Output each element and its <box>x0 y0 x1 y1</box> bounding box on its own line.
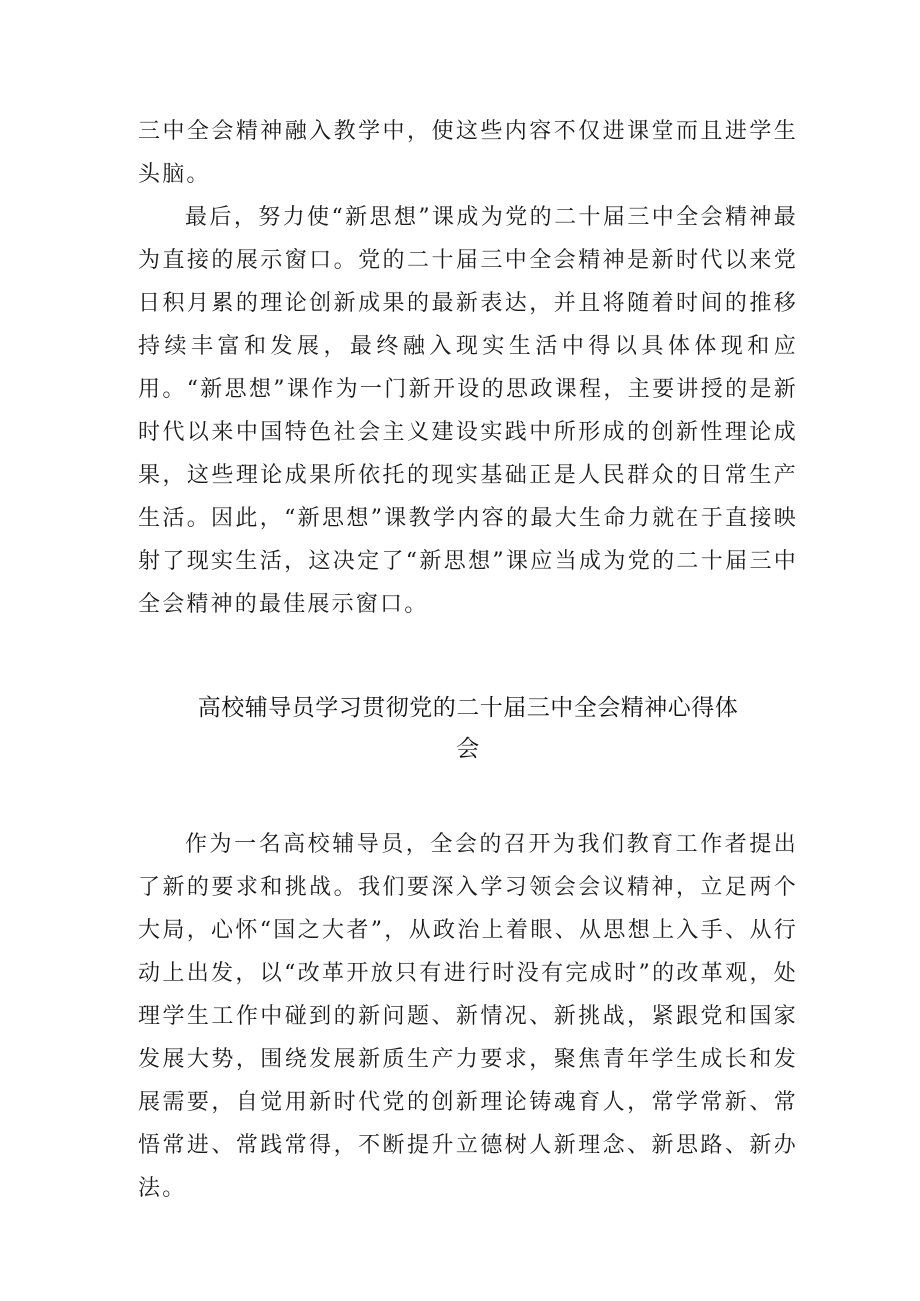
article-paragraph-1: 作为一名高校辅导员，全会的召开为我们教育工作者提出了新的要求和挑战。我们要深入学习领会会议精神，立足两个大局，心怀“国之大者”，从政治上着眼、从思想上入手、从行动上出发，以“改革开放只有进行时没有完成时”的改革观，处理学生工作中碰到的新问题、新情况、新挑战，紧跟党和国家发展大势，围绕发展新质生产力要求，聚焦青年学生成长和发展需要，自觉用新时代党的创新理论铸魂育人，常学常新、常悟常进、常践常得，不断提升立德树人新理念、新思路、新办法。 <box>138 832 798 1201</box>
article-body <box>138 823 798 1210</box>
article-title-line-1: 高校辅导员学习贯彻党的二十届三中全会精神心得体 <box>197 695 739 721</box>
document-page <box>138 110 798 1201</box>
article-title-line-2: 会 <box>456 736 480 762</box>
continuation-paragraph: 三中全会精神融入教学中，使这些内容不仅进课堂而且进学生头脑。 <box>138 119 798 187</box>
final-paragraph: 最后，努力使“新思想”课成为党的二十届三中全会精神最为直接的展示窗口。党的二十届三中全会精神是新时代以来党日积月累的理论创新成果的最新表达，并且将随着时间的推移持续丰富和发展，最终融入现实生活中得以具体体现和应用。“新思想”课作为一门新开设的思政课程，主要讲授的是新时代以来中国特色社会主义建设实践中所形成的创新性理论成果，这些理论成果所依托的现实基础正是人民群众的日常生产生活。因此，“新思想”课教学内容的最大生命力就在于直接映射了现实生活，这决定了“新思想”课应当成为党的二十届三中全会精神的最佳展示窗口。 <box>138 205 798 617</box>
article-title <box>138 688 798 770</box>
